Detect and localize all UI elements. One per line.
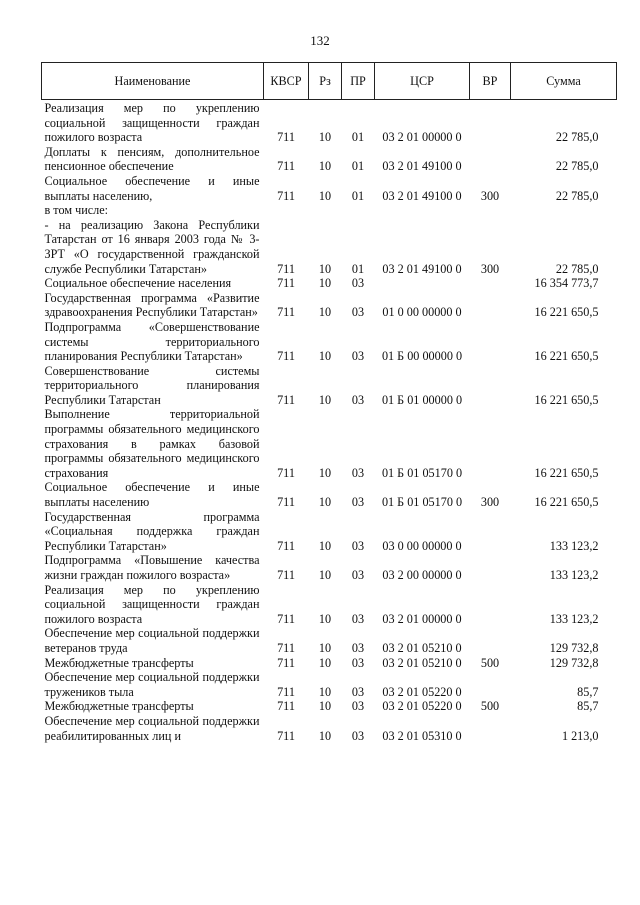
- cell-rz: 10: [318, 495, 332, 510]
- cell-kvsr: 711: [277, 495, 295, 510]
- cell-sum: 85,7: [577, 684, 599, 699]
- cell-rz: 10: [318, 465, 332, 480]
- cell-name: Обеспечение мер социальной поддержки ветеранов труда: [44, 626, 260, 655]
- cell-pr: [342, 203, 375, 218]
- cell-sum: 22 785,0: [555, 130, 599, 145]
- cell-name: - на реализацию Закона Республики Татарстан от 16 января 2003 года № 3-ЗРТ «О государственной гражданской службе Республики Татарстан»: [44, 217, 260, 276]
- table-row: [42, 699, 617, 714]
- cell-name: Выполнение территориальной программы обязательного медицинского страхования в рамках базовой программы обязательного медицинского страхования: [44, 407, 260, 480]
- cell-rz: 10: [318, 568, 332, 582]
- cell-rz: 10: [318, 684, 332, 699]
- cell-csr: 03 2 01 49100 0: [382, 159, 462, 174]
- cell-csr: 01 Б 01 05170 0: [381, 465, 463, 480]
- table-row: [42, 276, 617, 291]
- cell-csr: 01 Б 01 00000 0: [381, 392, 463, 407]
- header-name: Наименование: [42, 63, 264, 100]
- cell-name: Межбюджетные трансферты: [44, 699, 194, 714]
- cell-name: в том числе:: [44, 203, 109, 218]
- cell-csr: [375, 203, 470, 218]
- cell-name: Социальное обеспечение населения: [44, 276, 232, 291]
- header-csr: ЦСР: [375, 63, 470, 100]
- cell-sum: 16 221 650,5: [534, 305, 599, 320]
- cell-pr: 03: [351, 728, 365, 743]
- cell-rz: 10: [318, 655, 332, 670]
- table-row: [42, 407, 617, 480]
- cell-sum: 16 221 650,5: [534, 495, 599, 510]
- cell-vr: [470, 714, 511, 743]
- cell-vr: 300: [480, 495, 500, 510]
- cell-vr: 500: [480, 655, 500, 670]
- cell-name: Межбюджетные трансферты: [44, 655, 194, 670]
- cell-csr: 03 2 01 05210 0: [382, 640, 462, 655]
- cell-sum: 133 123,2: [549, 611, 599, 626]
- cell-sum: [511, 203, 617, 218]
- cell-rz: 10: [318, 305, 332, 320]
- cell-sum: 22 785,0: [555, 159, 599, 174]
- cell-sum: 16 221 650,5: [534, 392, 599, 407]
- cell-name: Реализация мер по укреплению социальной защищенности граждан пожилого возраста: [44, 101, 260, 145]
- cell-kvsr: 711: [277, 392, 295, 407]
- cell-kvsr: 711: [277, 728, 295, 743]
- cell-rz: 10: [318, 392, 332, 407]
- cell-vr: [470, 203, 511, 218]
- cell-csr: 03 2 01 05310 0: [382, 728, 462, 743]
- page-number: 132: [310, 33, 330, 48]
- cell-csr: 03 0 00 00000 0: [382, 538, 462, 553]
- cell-pr: 03: [351, 392, 365, 407]
- cell-kvsr: 711: [277, 640, 295, 655]
- cell-rz: [309, 203, 342, 218]
- cell-pr: 03: [351, 495, 365, 510]
- budget-table: [41, 62, 617, 743]
- cell-vr: [470, 626, 511, 655]
- cell-vr: [470, 145, 511, 174]
- cell-csr: [375, 276, 470, 291]
- table-row: [42, 364, 617, 408]
- cell-sum: 16 221 650,5: [534, 465, 599, 480]
- cell-rz: 10: [318, 538, 332, 553]
- cell-sum: 133 123,2: [549, 568, 599, 582]
- cell-csr: 01 Б 00 00000 0: [381, 349, 463, 364]
- cell-pr: 03: [351, 684, 365, 699]
- cell-rz: 10: [318, 130, 332, 145]
- cell-pr: 03: [351, 568, 365, 582]
- cell-vr: [470, 291, 511, 320]
- table-header-row: [42, 63, 617, 100]
- cell-vr: [470, 276, 511, 291]
- cell-kvsr: 711: [277, 465, 295, 480]
- cell-kvsr: 711: [277, 568, 295, 582]
- cell-kvsr: 711: [277, 261, 295, 276]
- cell-sum: 22 785,0: [555, 188, 599, 203]
- cell-rz: 10: [318, 276, 332, 291]
- cell-pr: 03: [351, 276, 365, 291]
- cell-kvsr: 711: [277, 159, 295, 174]
- cell-kvsr: 711: [277, 699, 295, 714]
- cell-name: Обеспечение мер социальной поддержки тружеников тыла: [44, 670, 260, 699]
- header-sum: Сумма: [511, 63, 617, 100]
- table-row: [42, 714, 617, 743]
- cell-pr: 01: [351, 261, 365, 276]
- cell-vr: [470, 583, 511, 627]
- cell-sum: 85,7: [577, 699, 599, 714]
- cell-name: Совершенствование системы территориального планирования Республики Татарстан: [44, 363, 260, 407]
- cell-pr: 03: [351, 305, 365, 320]
- cell-sum: 16 221 650,5: [534, 349, 599, 364]
- cell-csr: 01 0 00 00000 0: [382, 305, 462, 320]
- cell-sum: 16 354 773,7: [534, 276, 599, 291]
- cell-vr: 500: [480, 699, 500, 714]
- table-row: [42, 100, 617, 145]
- cell-name: Подпрограмма «Совершенствование системы территориального планирования Республики Татарстан»: [44, 319, 260, 364]
- cell-kvsr: 711: [277, 305, 295, 320]
- table-row: [42, 583, 617, 627]
- cell-name: Социальное обеспечение и иные выплаты населению: [44, 480, 260, 510]
- cell-vr: [470, 100, 511, 145]
- cell-pr: 03: [351, 655, 365, 670]
- cell-name: Обеспечение мер социальной поддержки реабилитированных лиц и: [44, 713, 260, 743]
- cell-csr: 03 2 01 49100 0: [382, 188, 462, 203]
- header-kvsr: КВСР: [264, 63, 309, 100]
- cell-name: Реализация мер по укреплению социальной защищенности граждан пожилого возраста: [44, 582, 260, 626]
- cell-kvsr: 711: [277, 655, 295, 670]
- cell-sum: 22 785,0: [555, 261, 599, 276]
- cell-vr: [470, 510, 511, 554]
- cell-pr: 03: [351, 699, 365, 714]
- cell-kvsr: 711: [277, 188, 295, 203]
- table-row: [42, 291, 617, 320]
- cell-vr: [470, 407, 511, 480]
- cell-pr: 03: [351, 349, 365, 364]
- cell-csr: 03 2 00 00000 0: [382, 568, 462, 582]
- cell-kvsr: [264, 203, 309, 218]
- cell-csr: 03 2 01 00000 0: [382, 130, 462, 145]
- table-row: [42, 626, 617, 655]
- cell-kvsr: 711: [277, 684, 295, 699]
- cell-name: Социальное обеспечение и иные выплаты населению,: [44, 173, 260, 203]
- cell-vr: 300: [480, 261, 500, 276]
- cell-rz: 10: [318, 261, 332, 276]
- table-row: [42, 320, 617, 364]
- cell-vr: [470, 553, 511, 582]
- cell-kvsr: 711: [277, 611, 295, 626]
- table-row: [42, 553, 617, 582]
- table-row: [42, 510, 617, 554]
- cell-sum: 129 732,8: [549, 655, 599, 670]
- cell-pr: 01: [351, 188, 365, 203]
- cell-sum: 1 213,0: [561, 728, 599, 743]
- cell-pr: 03: [351, 611, 365, 626]
- table-row: [42, 145, 617, 174]
- cell-pr: 01: [351, 159, 365, 174]
- cell-name: Государственная программа «Социальная поддержка граждан Республики Татарстан»: [44, 509, 260, 553]
- cell-vr: [470, 670, 511, 699]
- table-row: [42, 656, 617, 671]
- header-pr: ПР: [342, 63, 375, 100]
- header-vr: ВР: [470, 63, 511, 100]
- cell-csr: 03 2 01 00000 0: [382, 611, 462, 626]
- cell-name: Подпрограмма «Повышение качества жизни граждан пожилого возраста»: [44, 553, 260, 582]
- cell-rz: 10: [318, 159, 332, 174]
- cell-pr: 03: [351, 640, 365, 655]
- cell-rz: 10: [318, 640, 332, 655]
- cell-rz: 10: [318, 188, 332, 203]
- cell-kvsr: 711: [277, 349, 295, 364]
- cell-pr: 01: [351, 130, 365, 145]
- cell-rz: 10: [318, 728, 332, 743]
- cell-kvsr: 711: [277, 538, 295, 553]
- cell-rz: 10: [318, 611, 332, 626]
- cell-pr: 03: [351, 538, 365, 553]
- table-row: [42, 218, 617, 276]
- table-row: [42, 203, 617, 218]
- cell-csr: 03 2 01 05220 0: [382, 684, 462, 699]
- table-row: [42, 670, 617, 699]
- cell-sum: 133 123,2: [549, 538, 599, 553]
- cell-kvsr: 711: [277, 276, 295, 291]
- table-row: [42, 174, 617, 203]
- cell-name: Государственная программа «Развитие здравоохранения Республики Татарстан»: [44, 290, 260, 320]
- cell-vr: [470, 364, 511, 408]
- cell-kvsr: 711: [277, 130, 295, 145]
- cell-sum: 129 732,8: [549, 640, 599, 655]
- cell-vr: [470, 320, 511, 364]
- cell-name: Доплаты к пенсиям, дополнительное пенсионное обеспечение: [44, 144, 260, 174]
- cell-rz: 10: [318, 349, 332, 364]
- cell-csr: 03 2 01 05210 0: [382, 655, 462, 670]
- cell-rz: 10: [318, 699, 332, 714]
- cell-vr: 300: [480, 188, 500, 203]
- table-row: [42, 480, 617, 509]
- cell-csr: 03 2 01 49100 0: [382, 261, 462, 276]
- cell-pr: 03: [351, 465, 365, 480]
- cell-csr: 01 Б 01 05170 0: [381, 495, 463, 510]
- cell-csr: 03 2 01 05220 0: [382, 699, 462, 714]
- header-rz: Рз: [309, 63, 342, 100]
- table-body: [42, 100, 617, 744]
